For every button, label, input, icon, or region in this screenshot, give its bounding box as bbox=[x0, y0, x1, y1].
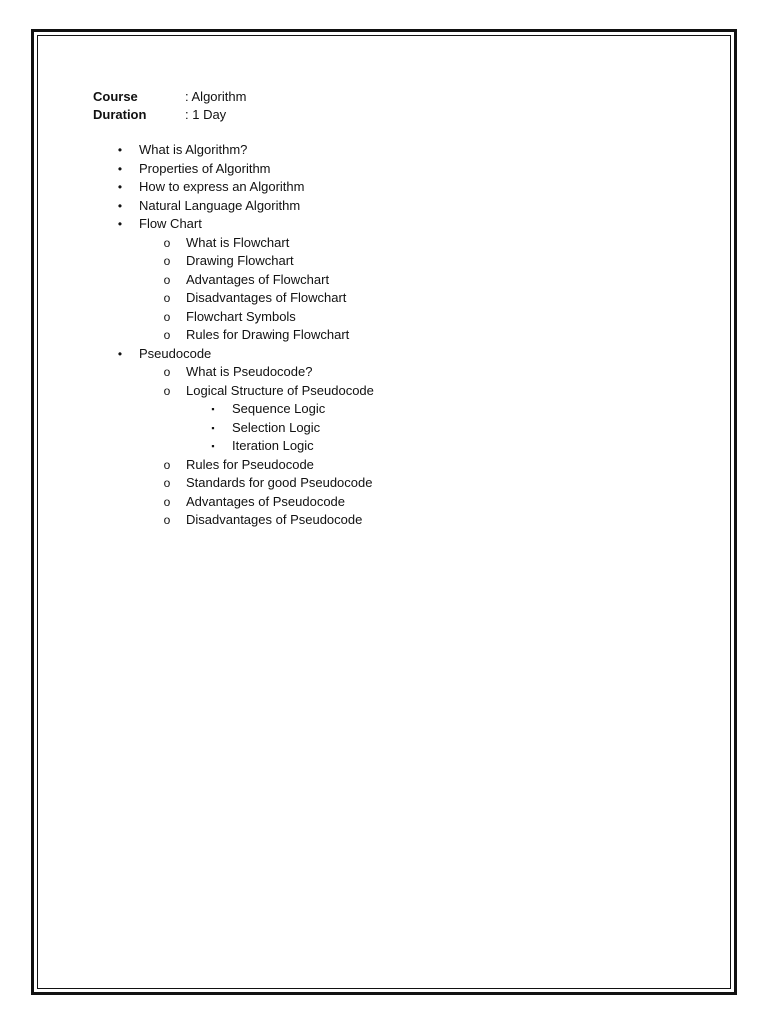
outline-item-text: Iteration Logic bbox=[232, 438, 314, 453]
bullet-icon: • bbox=[117, 217, 123, 231]
circle-bullet-icon: o bbox=[163, 457, 171, 472]
bullet-icon: • bbox=[117, 143, 123, 157]
outline-item-text: Rules for Drawing Flowchart bbox=[186, 327, 350, 342]
outline-item-text: Standards for good Pseudocode bbox=[186, 475, 373, 490]
circle-bullet-icon: o bbox=[163, 365, 171, 379]
outline-item-text: Advantages of Flowchart bbox=[186, 271, 330, 287]
outline-item-text: Sequence Logic bbox=[232, 401, 326, 416]
outline-item-text: Advantages of Pseudocode bbox=[186, 493, 346, 509]
bullet-icon: • bbox=[117, 346, 123, 361]
outline-item-text: Logical Structure of Pseudocode bbox=[186, 382, 374, 398]
outline-item-text: Disadvantages of Pseudocode bbox=[186, 512, 363, 527]
circle-bullet-icon: o bbox=[163, 476, 171, 490]
outline-item-text: Rules for Pseudocode bbox=[186, 456, 314, 472]
duration-value: : 1 Day bbox=[185, 107, 227, 122]
circle-bullet-icon: o bbox=[163, 272, 171, 287]
circle-bullet-icon: o bbox=[163, 494, 171, 509]
outline-item-text: Flow Chart bbox=[139, 216, 202, 231]
course-value: : Algorithm bbox=[185, 89, 247, 104]
circle-bullet-icon: o bbox=[163, 291, 171, 305]
duration-label: Duration bbox=[93, 107, 147, 122]
circle-bullet-icon: o bbox=[163, 309, 171, 324]
outline-item-text: Disadvantages of Flowchart bbox=[186, 290, 347, 305]
circle-bullet-icon: o bbox=[163, 254, 171, 268]
outline-item-text: What is Pseudocode? bbox=[186, 364, 313, 379]
outline-item-text: Natural Language Algorithm bbox=[139, 197, 301, 213]
circle-bullet-icon: o bbox=[163, 235, 171, 250]
square-bullet-icon: ▪ bbox=[211, 404, 215, 414]
outline-item-text: Pseudocode bbox=[139, 345, 212, 361]
circle-bullet-icon: o bbox=[163, 383, 171, 398]
bullet-icon: • bbox=[117, 161, 123, 176]
outline-item-text: What is Flowchart bbox=[186, 234, 290, 250]
page-border bbox=[31, 29, 737, 995]
outline-item-text: Flowchart Symbols bbox=[186, 308, 296, 324]
bullet-icon: • bbox=[117, 180, 123, 194]
course-row bbox=[93, 88, 246, 106]
bullet-icon: • bbox=[117, 198, 123, 213]
circle-bullet-icon: o bbox=[163, 328, 171, 342]
outline-item-text: How to express an Algorithm bbox=[139, 179, 305, 194]
square-bullet-icon: ▪ bbox=[211, 441, 215, 451]
course-info bbox=[93, 88, 246, 124]
outline-item-text: What is Algorithm? bbox=[139, 142, 248, 157]
duration-row bbox=[93, 106, 246, 124]
square-bullet-icon: ▪ bbox=[211, 422, 215, 433]
outline-item-text: Drawing Flowchart bbox=[186, 253, 294, 268]
circle-bullet-icon: o bbox=[163, 513, 171, 527]
outline-item-text: Selection Logic bbox=[232, 419, 321, 435]
outline-item-text: Properties of Algorithm bbox=[139, 160, 271, 176]
course-label: Course bbox=[93, 89, 138, 104]
